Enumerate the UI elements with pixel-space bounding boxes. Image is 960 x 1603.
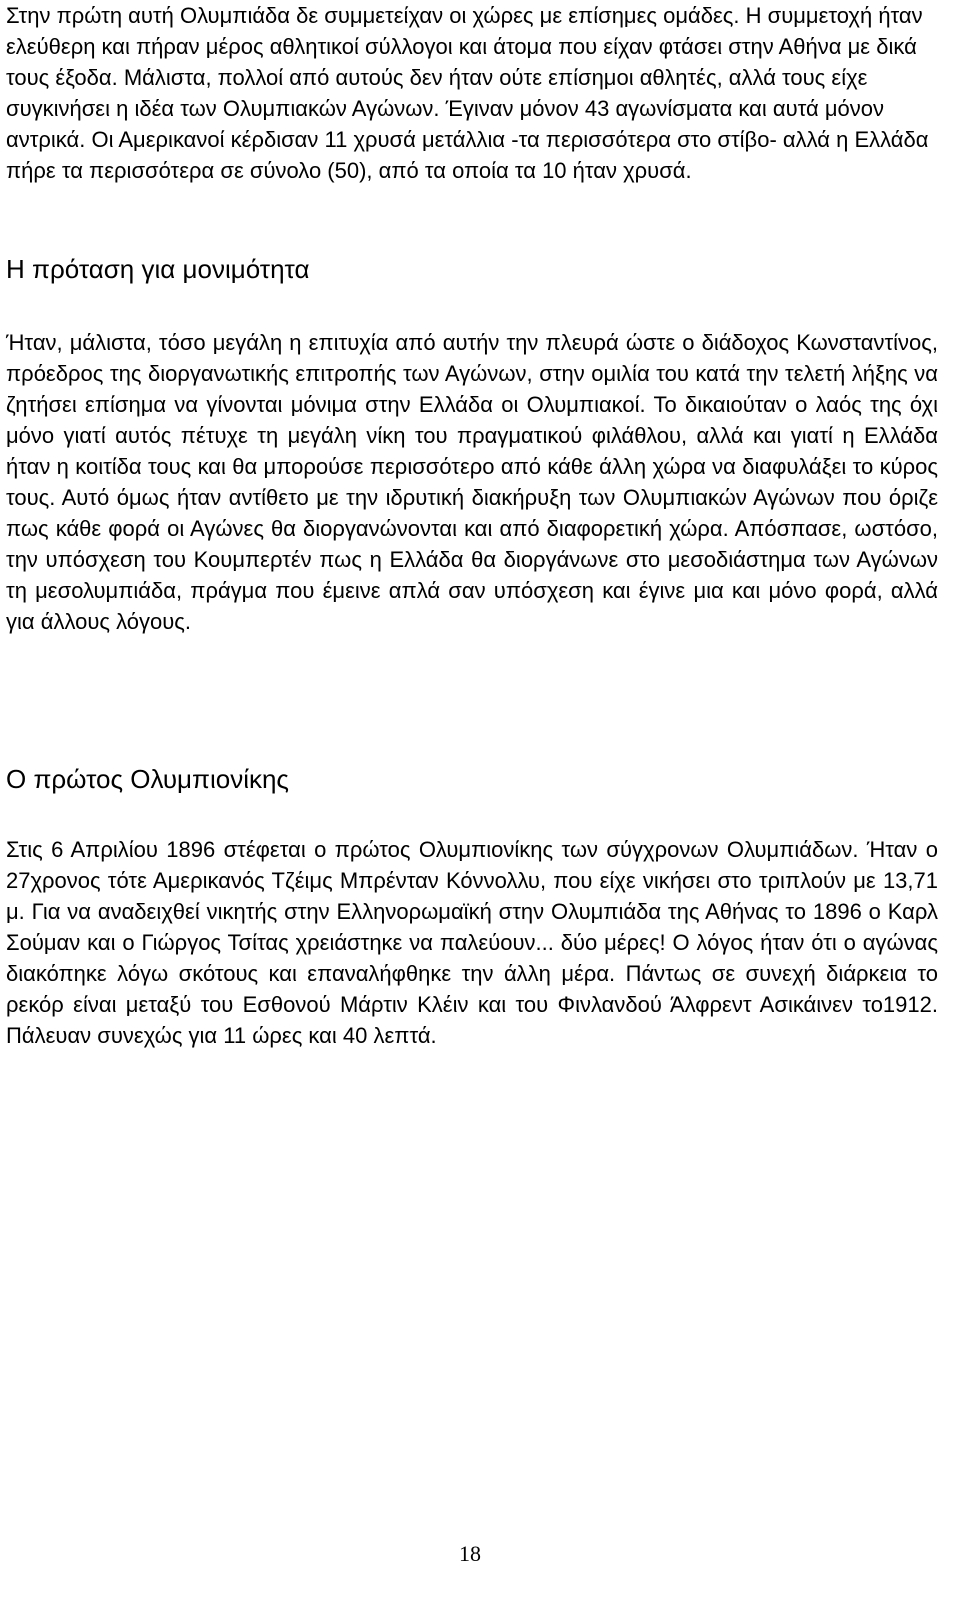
section-heading-proposal: Η πρόταση για μονιμότητα (6, 254, 310, 284)
proposal-paragraph: Ήταν, μάλιστα, τόσο μεγάλη η επιτυχία από αυτήν την πλευρά ώστε ο διάδοχος Κωνσταντίνος, πρόεδρος της διοργανωτικής επιτροπής των Αγώνων, στην ομιλία του κατά την τελετή λήξης να ζητήσει επίσημα να γίνονται μόνιμα στην Ελλάδα οι Ολυμπιακοί. Το δικαιούταν ο λαός της όχι μόνο γιατί αυτός πέτυχε τη μεγάλη νίκη του πραγματικού φιλάθλου, αλλά και γιατί η Ελλάδα ήταν η κοιτίδα τους και θα μπορούσε περισσότερο από κάθε άλλη χώρα να διαφυλάξει το κύρος τους. Αυτό όμως ήταν αντίθετο με την ιδρυτική διακήρυξη των Ολυμπιακών Αγώνων που όριζε πως κάθε φορά οι Αγώνες θα διοργανώνονται και από διαφορετική χώρα. Απόσπασε, ωστόσο, την υπόσχεση του Κουμπερτέν πως η Ελλάδα θα διοργάνωνε στο μεσοδιάστημα των Αγώνων τη μεσολυμπιάδα, πράγμα που έμεινε απλά σαν υπόσχεση και έγινε μια και μόνο φορά, αλλά για άλλους λόγους. (6, 330, 938, 634)
page-number: 18 (459, 1541, 481, 1566)
intro-paragraph: Στην πρώτη αυτή Ολυμπιάδα δε συμμετείχαν οι χώρες με επίσημες ομάδες. Η συμμετοχή ήταν ελεύθερη και πήραν μέρος αθλητικοί σύλλογοι και άτομα που είχαν φτάσει στην Αθήνα με δικά τους έξοδα. Μάλιστα, πολλοί από αυτούς δεν ήταν ούτε επίσημοι αθλητές, αλλά τους είχε συγκινήσει η ιδέα των Ολυμπιακών Αγώνων. Έγιναν μόνον 43 αγωνίσματα και αυτά μόνον αντρικά. Οι Αμερικανοί κέρδισαν 11 χρυσά μετάλλια -τα περισσότερα στο στίβο- αλλά η Ελλάδα πήρε τα περισσότερα σε σύνολο (50), από τα οποία τα 10 ήταν χρυσά. (6, 3, 929, 183)
first-champion-paragraph: Στις 6 Απριλίου 1896 στέφεται ο πρώτος Ολυμπιονίκης των σύγχρονων Ολυμπιάδων. Ήταν ο 27χρονος τότε Αμερικανός Τζέιμς Μπρένταν Κόννολλυ, που είχε νικήσει στο τριπλούν με 13,71 μ. Για να αναδειχθεί νικητής στην Ελληνορωμαϊκή στην Ολυμπιάδα της Αθήνας το 1896 ο Καρλ Σούμαν και ο Γιώργος Τσίτας χρειάστηκε να παλεύουν... δύο μέρες! Ο λόγος ήταν ότι ο αγώνας διακόπηκε λόγω σκότους και επαναλήφθηκε την άλλη μέρα. Πάντως σε συνεχή διάρκεια το ρεκόρ είναι μεταξύ του Εσθονού Μάρτιν Κλέιν και του Φινλανδού Άλφρεντ Ασικάινεν το1912. Πάλευαν συνεχώς για 11 ώρες και 40 λεπτά. (6, 837, 938, 1048)
section-heading-first-champion: Ο πρώτος Ολυμπιονίκης (6, 764, 289, 794)
